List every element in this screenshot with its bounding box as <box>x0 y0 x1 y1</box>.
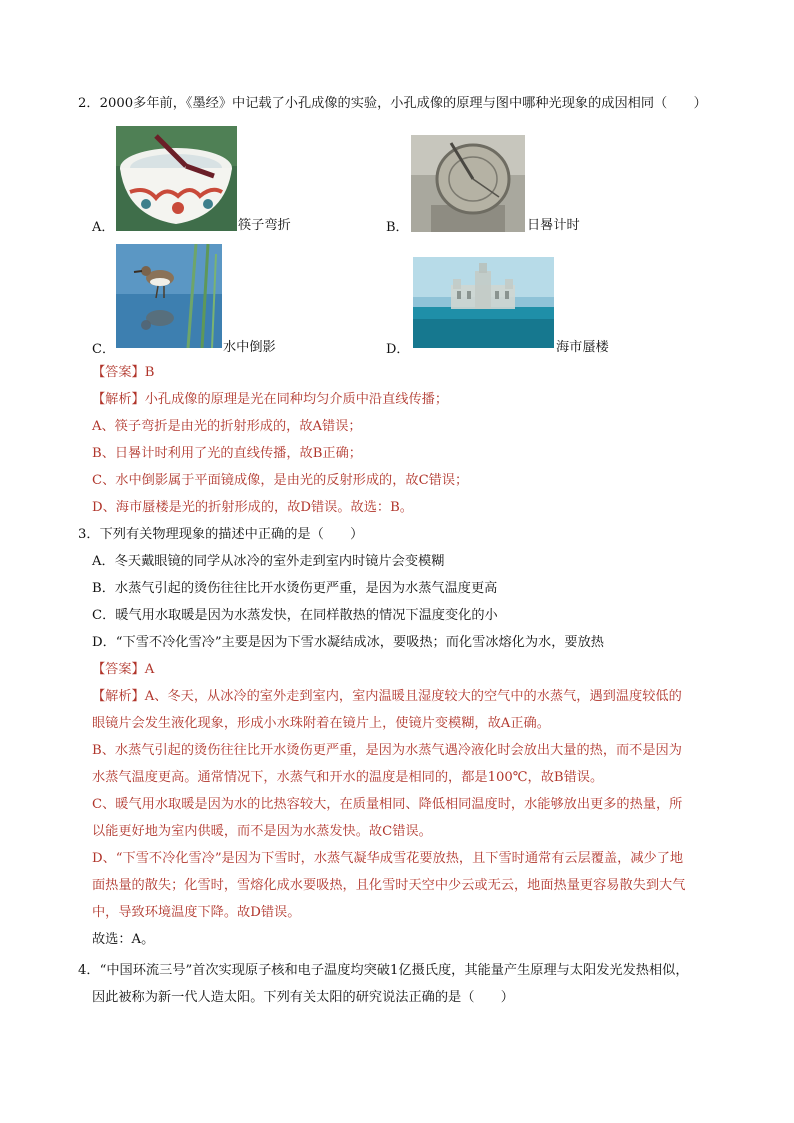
q3-analysis-line-8: 面热量的散失；化雪时，雪熔化成水要吸热，且化雪时天空中少云或无云，地面热量更容易散失到大气 <box>92 878 686 893</box>
answer-value: A <box>144 662 155 677</box>
q3-analysis-line-9: 中，导致环境温度下降。故D错误。 <box>92 905 301 920</box>
q2-option-b-caption: 日晷计时 <box>527 218 580 233</box>
q2-answer <box>92 364 154 382</box>
q3-analysis-line-3: B、水蒸气引起的烫伤往往比开水烫伤更严重，是因为水蒸气遇冷液化时会放出大量的热，而不是因为 <box>92 743 682 758</box>
q3-option-d: D．“下雪不冷化雪冷”主要是因为下雪水凝结成冰，要吸热；而化雪冰熔化为水，要放热 <box>92 635 604 650</box>
q2-analysis-line-1: 【解析】小孔成像的原理是光在同种均匀介质中沿直线传播； <box>92 392 449 407</box>
answer-value: B <box>144 365 155 380</box>
q3-analysis-line-6: 以能更好地为室内供暖，而不是因为水蒸发快。故C错误。 <box>92 824 432 839</box>
q2-analysis-line-4: C、水中倒影属于平面镜成像，是由光的反射形成的，故C错误； <box>92 473 469 488</box>
q2-option-a-caption: 筷子弯折 <box>238 218 291 233</box>
q2-stem: 2．2000多年前，《墨经》中记载了小孔成像的实验，小孔成像的原理与图中哪种光现象的成因相同（ ） <box>78 96 707 111</box>
q2-analysis-line-5: D、海市蜃楼是光的折射形成的，故D错误。故选：B。 <box>92 500 413 515</box>
q3-answer <box>92 661 154 679</box>
analysis-tag: 【解析】 <box>92 689 145 704</box>
q2-option-c-caption: 水中倒影 <box>223 340 276 355</box>
q3-analysis-line-7: D、“下雪不冷化雪冷”是因为下雪时，水蒸气凝华成雪花要放热，且下雪时通常有云层覆盖，减少了地 <box>92 851 684 866</box>
q3-option-a: A．冬天戴眼镜的同学从冰冷的室外走到室内时镜片会变模糊 <box>92 554 445 569</box>
answer-tag: 【答案】 <box>92 662 145 677</box>
q3-conclusion: 故选：A。 <box>92 932 155 947</box>
q2-analysis-line-2: A、筷子弯折是由光的折射形成的，故A错误； <box>92 419 362 434</box>
q3-analysis-line-5: C、暖气用水取暖是因为水的比热容较大，在质量相同、降低相同温度时，水能够放出更多的热量，所 <box>92 797 683 812</box>
q2-analysis-line-3: B、日晷计时利用了光的直线传播，故B正确； <box>92 446 362 461</box>
q3-analysis-line-4: 水蒸气温度更高。通常情况下，水蒸气和开水的温度是相同的，都是100℃，故B错误。 <box>92 770 604 785</box>
q3-option-b: B．水蒸气引起的烫伤往往比开水烫伤更严重，是因为水蒸气温度更高 <box>92 581 498 596</box>
q2-option-c-letter: C． <box>92 342 115 357</box>
q2-option-d-letter: D． <box>386 342 410 357</box>
answer-tag: 【答案】 <box>92 365 145 380</box>
q4-stem-line-1: 4．“中国环流三号”首次实现原子核和电子温度均突破1亿摄氏度，其能量产生原理与太阳发光发热相似， <box>78 963 689 978</box>
bird-reflection-image <box>116 244 222 348</box>
bowl-chopstick-image <box>116 126 237 231</box>
q3-option-c: C．暖气用水取暖是因为水蒸发快，在同样散热的情况下温度变化的小 <box>92 608 498 623</box>
analysis-tag: 【解析】 <box>92 392 145 407</box>
q2-option-d-caption: 海市蜃楼 <box>556 340 609 355</box>
q3-analysis-line-1: 【解析】A、冬天，从冰冷的室外走到室内，室内温暖且湿度较大的空气中的水蒸气，遇到温度较低的 <box>92 689 682 704</box>
q4-stem-line-2: 因此被称为新一代人造太阳。下列有关太阳的研究说法正确的是（ ） <box>92 990 514 1005</box>
mirage-image <box>413 257 554 348</box>
sundial-image <box>411 135 525 232</box>
q2-option-a-letter: A． <box>92 220 115 235</box>
q3-stem: 3．下列有关物理现象的描述中正确的是（ ） <box>78 527 364 542</box>
q2-option-b-letter: B． <box>386 220 409 235</box>
q3-analysis-line-2: 眼镜片会发生液化现象，形成小水珠附着在镜片上，使镜片变模糊，故A正确。 <box>92 716 550 731</box>
